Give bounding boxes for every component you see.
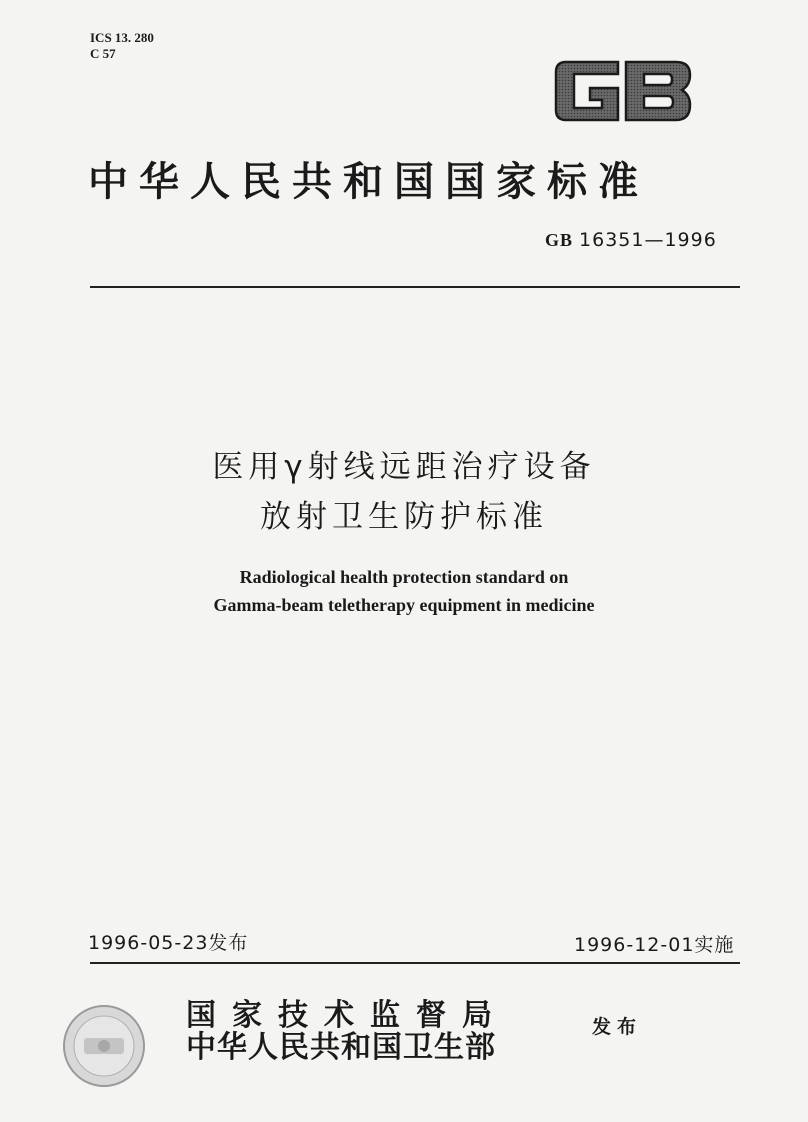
english-title — [0, 563, 808, 619]
gb-logo — [552, 58, 694, 124]
standard-code-prefix: GB — [545, 230, 574, 250]
chinese-title-line-1: 医用γ射线远距治疗设备 — [212, 449, 596, 485]
ccs-code: C 57 — [90, 46, 116, 61]
english-title-line-1: Radiological health protection standard on — [239, 567, 569, 587]
chinese-title-line-2: 放射卫生防护标准 — [260, 499, 548, 535]
watermark-stamp-icon — [62, 1004, 146, 1088]
standard-number — [545, 229, 717, 251]
standard-code-number: 16351—1996 — [579, 229, 717, 251]
publish-label: 发布 — [592, 1016, 643, 1038]
issue-date: 1996-05-23发布 — [88, 932, 249, 954]
issuer-line-1: 国家技术监督局 — [186, 998, 508, 1033]
classification-codes — [90, 30, 154, 62]
english-title-line-2: Gamma-beam teletherapy equipment in medicine — [213, 595, 595, 615]
issuing-authorities — [186, 1000, 508, 1064]
ics-code: ICS 13. 280 — [90, 30, 154, 45]
top-divider — [90, 286, 740, 288]
bottom-divider — [90, 962, 740, 964]
issuer-line-2: 中华人民共和国卫生部 — [186, 1030, 496, 1065]
standard-type-heading: 中华人民共和国国家标准 — [88, 158, 649, 205]
implementation-date: 1996-12-01实施 — [574, 934, 735, 956]
chinese-title — [0, 442, 808, 542]
